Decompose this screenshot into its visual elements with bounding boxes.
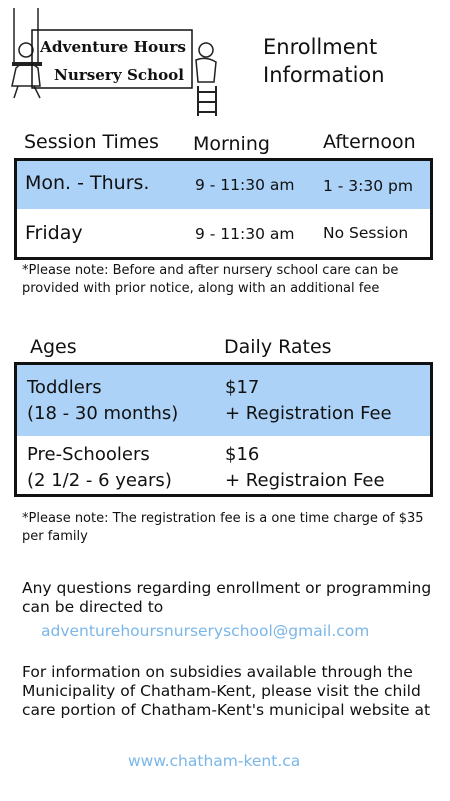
header-morning: Morning: [193, 133, 270, 155]
questions-text: Any questions regarding enrollment or programming can be directed to: [22, 579, 432, 616]
session-times-table: [14, 158, 433, 260]
rate-price: $16: [225, 444, 260, 465]
age-group-name: Pre-Schoolers: [27, 444, 150, 465]
logo-line-2: Nursery School: [54, 66, 185, 84]
header-afternoon: Afternoon: [323, 131, 416, 153]
table-row: [17, 365, 430, 436]
rate-price: $17: [225, 377, 260, 398]
daily-rate: [225, 375, 392, 427]
age-group: [27, 442, 172, 494]
rates-note: *Please note: The registration fee is a one time charge of $35 per family: [22, 511, 424, 544]
title-line-1: Enrollment: [263, 35, 378, 59]
page-title: [263, 33, 443, 89]
session-day: Mon. - Thurs.: [25, 172, 150, 194]
session-note: *Please note: Before and after nursery school care can be provided with prior notice, along with an additional fee: [22, 263, 399, 296]
table-row: [17, 436, 430, 494]
age-group-name: Toddlers: [27, 377, 102, 398]
title-line-2: Information: [263, 63, 385, 87]
logo-line-1: Adventure Hours: [38, 38, 187, 56]
session-morning: 9 - 11:30 am: [195, 176, 295, 194]
table-row: [17, 161, 430, 209]
header-session-times: Session Times: [24, 131, 159, 153]
age-group-range: (2 1/2 - 6 years): [27, 470, 172, 491]
session-afternoon: 1 - 3:30 pm: [323, 177, 413, 195]
table-row: [17, 209, 430, 257]
header-ages: Ages: [30, 336, 77, 358]
nursery-school-logo: [4, 6, 226, 118]
session-morning: 9 - 11:30 am: [195, 225, 295, 243]
header-daily-rates: Daily Rates: [224, 336, 332, 358]
rate-extra: + Registration Fee: [225, 403, 392, 424]
age-group-range: (18 - 30 months): [27, 403, 179, 424]
age-group: [27, 375, 178, 427]
daily-rates-table: [14, 362, 433, 497]
rate-extra: + Registraion Fee: [225, 470, 385, 491]
email-link[interactable]: adventurehoursnurseryschool@gmail.com: [41, 622, 370, 640]
subsidies-text: For information on subsidies available through the Municipality of Chatham-Kent, please visit the child care portion of Chatham-Kent's municipal website at: [22, 663, 431, 719]
website-link[interactable]: www.chatham-kent.ca: [128, 752, 301, 770]
daily-rate: [225, 442, 385, 494]
session-afternoon: No Session: [323, 224, 409, 242]
session-day: Friday: [25, 222, 83, 244]
